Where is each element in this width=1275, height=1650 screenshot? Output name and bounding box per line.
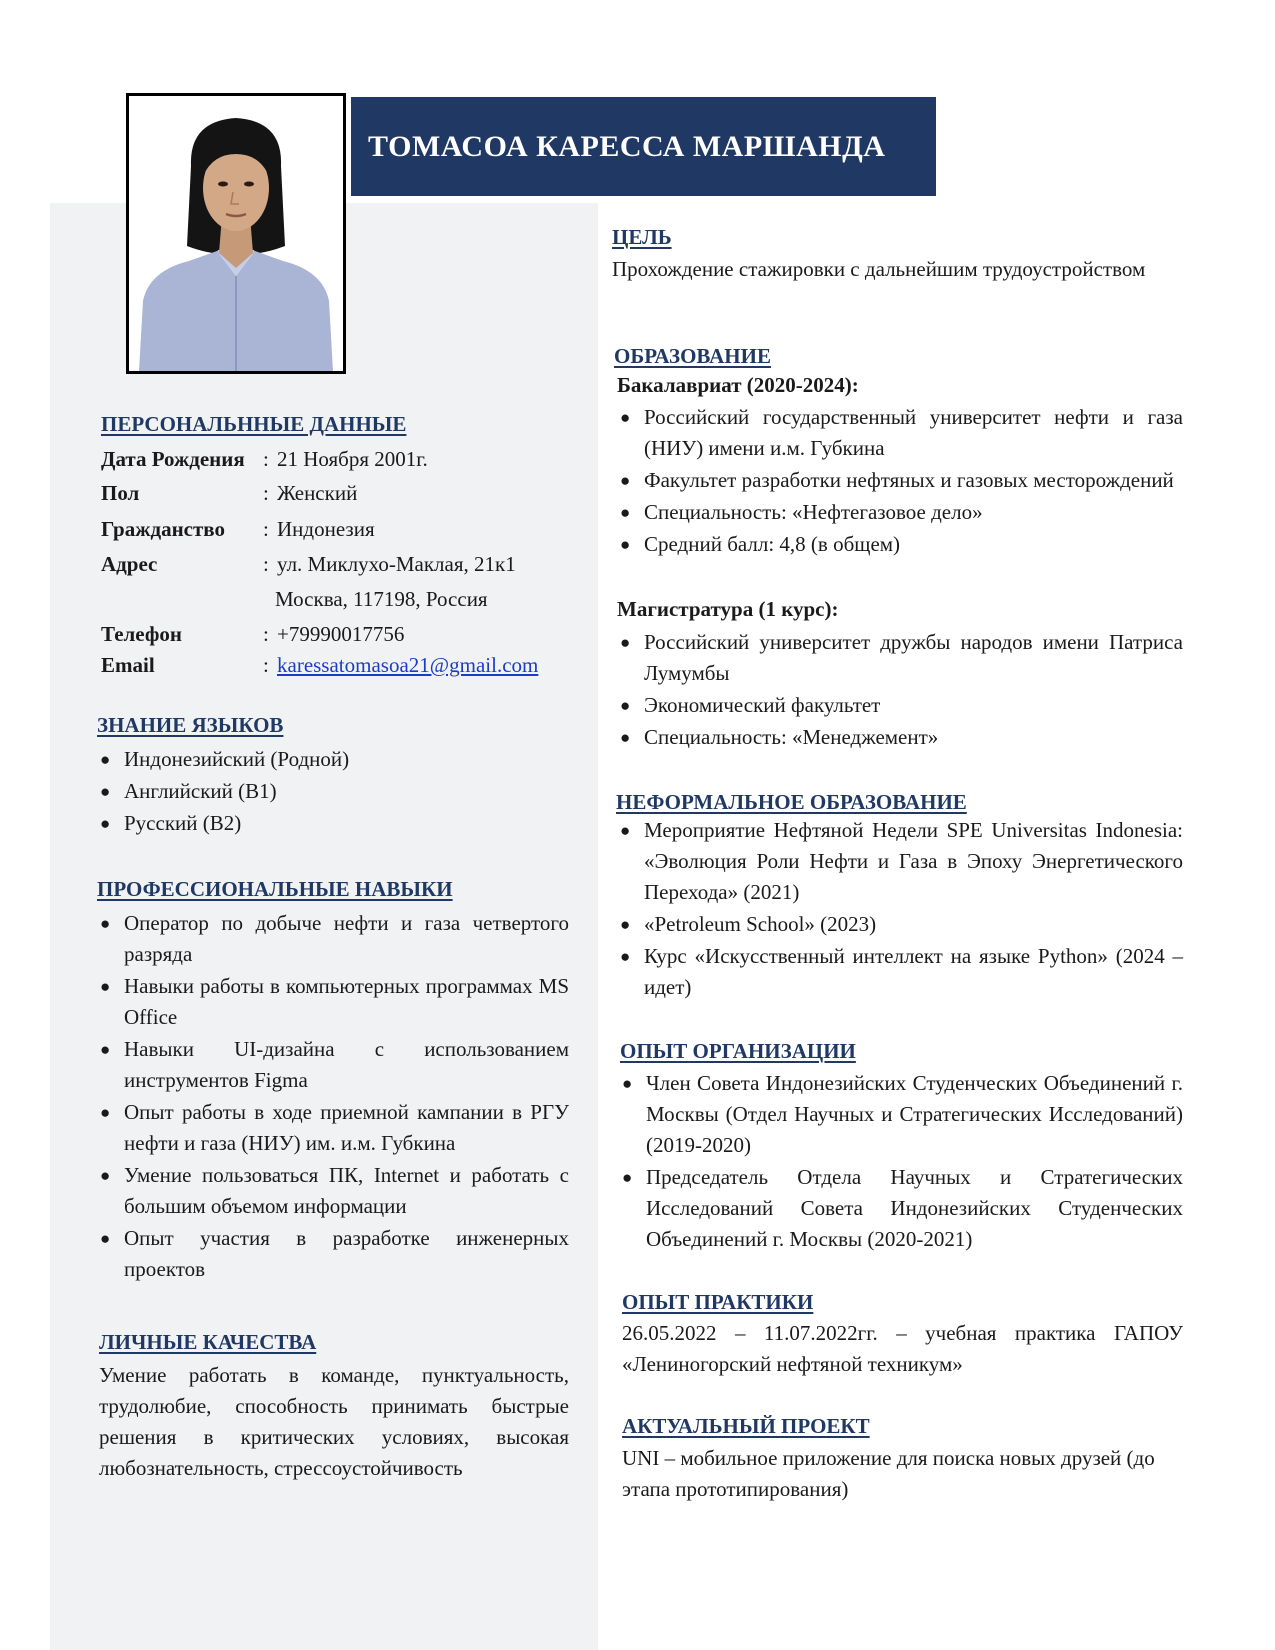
list-item: ● Навыки UI-дизайна с использованием инструментов Figma bbox=[97, 1034, 569, 1096]
gender-label: Пол bbox=[101, 481, 140, 505]
list-item: ● Умение пользоваться ПК, Internet и работать с большим объемом информации bbox=[97, 1160, 569, 1222]
colon: : bbox=[263, 622, 269, 646]
bullet-icon: ● bbox=[622, 1168, 633, 1187]
list-item: ● Индонезийский (Родной) bbox=[97, 744, 567, 775]
birth-date-row bbox=[101, 444, 428, 475]
practice-text: 26.05.2022 – 11.07.2022гг. – учебная практика ГАПОУ «Лениногорский нефтяной техникум» bbox=[622, 1321, 1183, 1376]
master-list bbox=[617, 627, 1183, 754]
bachelor-title: Бакалавриат (2020-2024): bbox=[617, 373, 859, 397]
birth-date-value: 21 Ноября 2001г. bbox=[277, 447, 428, 471]
goal-heading: ЦЕЛЬ bbox=[612, 225, 672, 249]
bullet-icon: ● bbox=[100, 1229, 111, 1248]
organization-heading: ОПЫТ ОРГАНИЗАЦИИ bbox=[620, 1039, 856, 1063]
bullet-icon: ● bbox=[620, 915, 631, 934]
personal-data-heading: ПЕРСОНАЛЬННЫЕ ДАННЫЕ bbox=[101, 412, 407, 436]
phone-value: +79990017756 bbox=[277, 622, 405, 646]
bullet-icon: ● bbox=[100, 1166, 111, 1185]
bachelor-list bbox=[617, 402, 1183, 561]
list-item: ● Факультет разработки нефтяных и газовых месторождений bbox=[617, 465, 1183, 496]
skills-list bbox=[97, 908, 569, 1286]
bullet-icon: ● bbox=[620, 728, 631, 747]
list-item: ● Курс «Искусственный интеллект на языке Python» (2024 – идет) bbox=[617, 941, 1183, 1003]
list-item: ● Российский государственный университет нефти и газа (НИУ) имени и.м. Губкина bbox=[617, 402, 1183, 464]
bullet-icon: ● bbox=[620, 471, 631, 490]
list-item: ● Член Совета Индонезийских Студенческих Объединений г. Москвы (Отдел Научных и Стратегических Исследований) (2019-2020) bbox=[619, 1068, 1183, 1161]
list-item: ● Навыки работы в компьютерных программах MS Office bbox=[97, 971, 569, 1033]
address-row bbox=[101, 549, 516, 580]
phone-label: Телефон bbox=[101, 622, 183, 646]
bullet-icon: ● bbox=[100, 914, 111, 933]
birth-date-label: Дата Рождения bbox=[101, 447, 245, 471]
list-item: ● Русский (B2) bbox=[97, 808, 567, 839]
goal-text: Прохождение стажировки с дальнейшим трудоустройством bbox=[612, 257, 1146, 281]
colon: : bbox=[263, 653, 269, 677]
full-name: ТОМАСОА КАРЕССА МАРШАНДА bbox=[368, 129, 886, 163]
bullet-icon: ● bbox=[100, 750, 111, 769]
colon: : bbox=[263, 447, 269, 471]
informal-list bbox=[617, 815, 1183, 1004]
email-row bbox=[101, 650, 538, 681]
languages-heading: ЗНАНИЕ ЯЗЫКОВ bbox=[97, 713, 284, 737]
bullet-icon: ● bbox=[620, 503, 631, 522]
education-heading: ОБРАЗОВАНИЕ bbox=[614, 344, 771, 368]
list-item: ● Опыт работы в ходе приемной кампании в РГУ нефти и газа (НИУ) им. и.м. Губкина bbox=[97, 1097, 569, 1159]
informal-education-heading: НЕФОРМАЛЬНОЕ ОБРАЗОВАНИЕ bbox=[616, 790, 967, 814]
list-item: ● Специальность: «Нефтегазовое дело» bbox=[617, 497, 1183, 528]
bullet-icon: ● bbox=[100, 977, 111, 996]
email-label: Email bbox=[101, 653, 155, 677]
organization-list bbox=[619, 1068, 1183, 1256]
bullet-icon: ● bbox=[620, 696, 631, 715]
email-link[interactable]: karessatomasoa21@gmail.com bbox=[277, 653, 539, 677]
list-item: ● Председатель Отдела Научных и Стратегических Исследований Совета Индонезийских Студенческих Объединений г. Москвы (2020-2021) bbox=[619, 1162, 1183, 1255]
address-line2: Москва, 117198, Россия bbox=[275, 587, 488, 611]
citizenship-value: Индонезия bbox=[277, 517, 375, 541]
list-item: ● «Petroleum School» (2023) bbox=[617, 909, 1183, 940]
list-item: ● Экономический факультет bbox=[617, 690, 1183, 721]
bullet-icon: ● bbox=[620, 633, 631, 652]
languages-list bbox=[97, 744, 567, 840]
bullet-icon: ● bbox=[620, 535, 631, 554]
name-banner bbox=[351, 97, 936, 196]
bullet-icon: ● bbox=[622, 1074, 633, 1093]
project-text: UNI – мобильное приложение для поиска новых друзей (до этапа прототипирования) bbox=[622, 1446, 1155, 1501]
address-line1: ул. Миклухо-Маклая, 21к1 bbox=[277, 552, 516, 576]
list-item: ● Английский (B1) bbox=[97, 776, 567, 807]
colon: : bbox=[263, 552, 269, 576]
bullet-icon: ● bbox=[100, 1103, 111, 1122]
project-heading: АКТУАЛЬНЫЙ ПРОЕКТ bbox=[622, 1414, 870, 1438]
bullet-icon: ● bbox=[100, 782, 111, 801]
list-item: ● Оператор по добыче нефти и газа четвертого разряда bbox=[97, 908, 569, 970]
list-item: ● Мероприятие Нефтяной Недели SPE Universitas Indonesia: «Эволюция Роли Нефти и Газа в Эпоху Энергетического Перехода» (2021) bbox=[617, 815, 1183, 908]
skills-heading: ПРОФЕССИОНАЛЬНЫЕ НАВЫКИ bbox=[97, 877, 453, 901]
colon: : bbox=[263, 517, 269, 541]
phone-row bbox=[101, 619, 404, 650]
bullet-icon: ● bbox=[620, 947, 631, 966]
address-label: Адрес bbox=[101, 552, 158, 576]
bullet-icon: ● bbox=[620, 408, 631, 427]
citizenship-row bbox=[101, 514, 375, 545]
list-item: ● Российский университет дружбы народов имени Патриса Лумумбы bbox=[617, 627, 1183, 689]
practice-heading: ОПЫТ ПРАКТИКИ bbox=[622, 1290, 814, 1314]
bullet-icon: ● bbox=[100, 1040, 111, 1059]
bullet-icon: ● bbox=[620, 821, 631, 840]
qualities-heading: ЛИЧНЫЕ КАЧЕСТВА bbox=[99, 1330, 317, 1354]
list-item: ● Специальность: «Менеджемент» bbox=[617, 722, 1183, 753]
list-item: ● Средний балл: 4,8 (в общем) bbox=[617, 529, 1183, 560]
master-title: Магистратура (1 курс): bbox=[617, 597, 839, 621]
citizenship-label: Гражданство bbox=[101, 517, 226, 541]
qualities-text: Умение работать в команде, пунктуальность, трудолюбие, способность принимать быстрые решения в критических условиях, высокая любознательность, стрессоустойчивость bbox=[99, 1363, 569, 1480]
colon: : bbox=[263, 481, 269, 505]
person-icon bbox=[129, 96, 343, 371]
gender-value: Женский bbox=[277, 481, 358, 505]
gender-row bbox=[101, 478, 357, 509]
portrait-photo bbox=[126, 93, 346, 374]
list-item: ● Опыт участия в разработке инженерных проектов bbox=[97, 1223, 569, 1285]
bullet-icon: ● bbox=[100, 814, 111, 833]
